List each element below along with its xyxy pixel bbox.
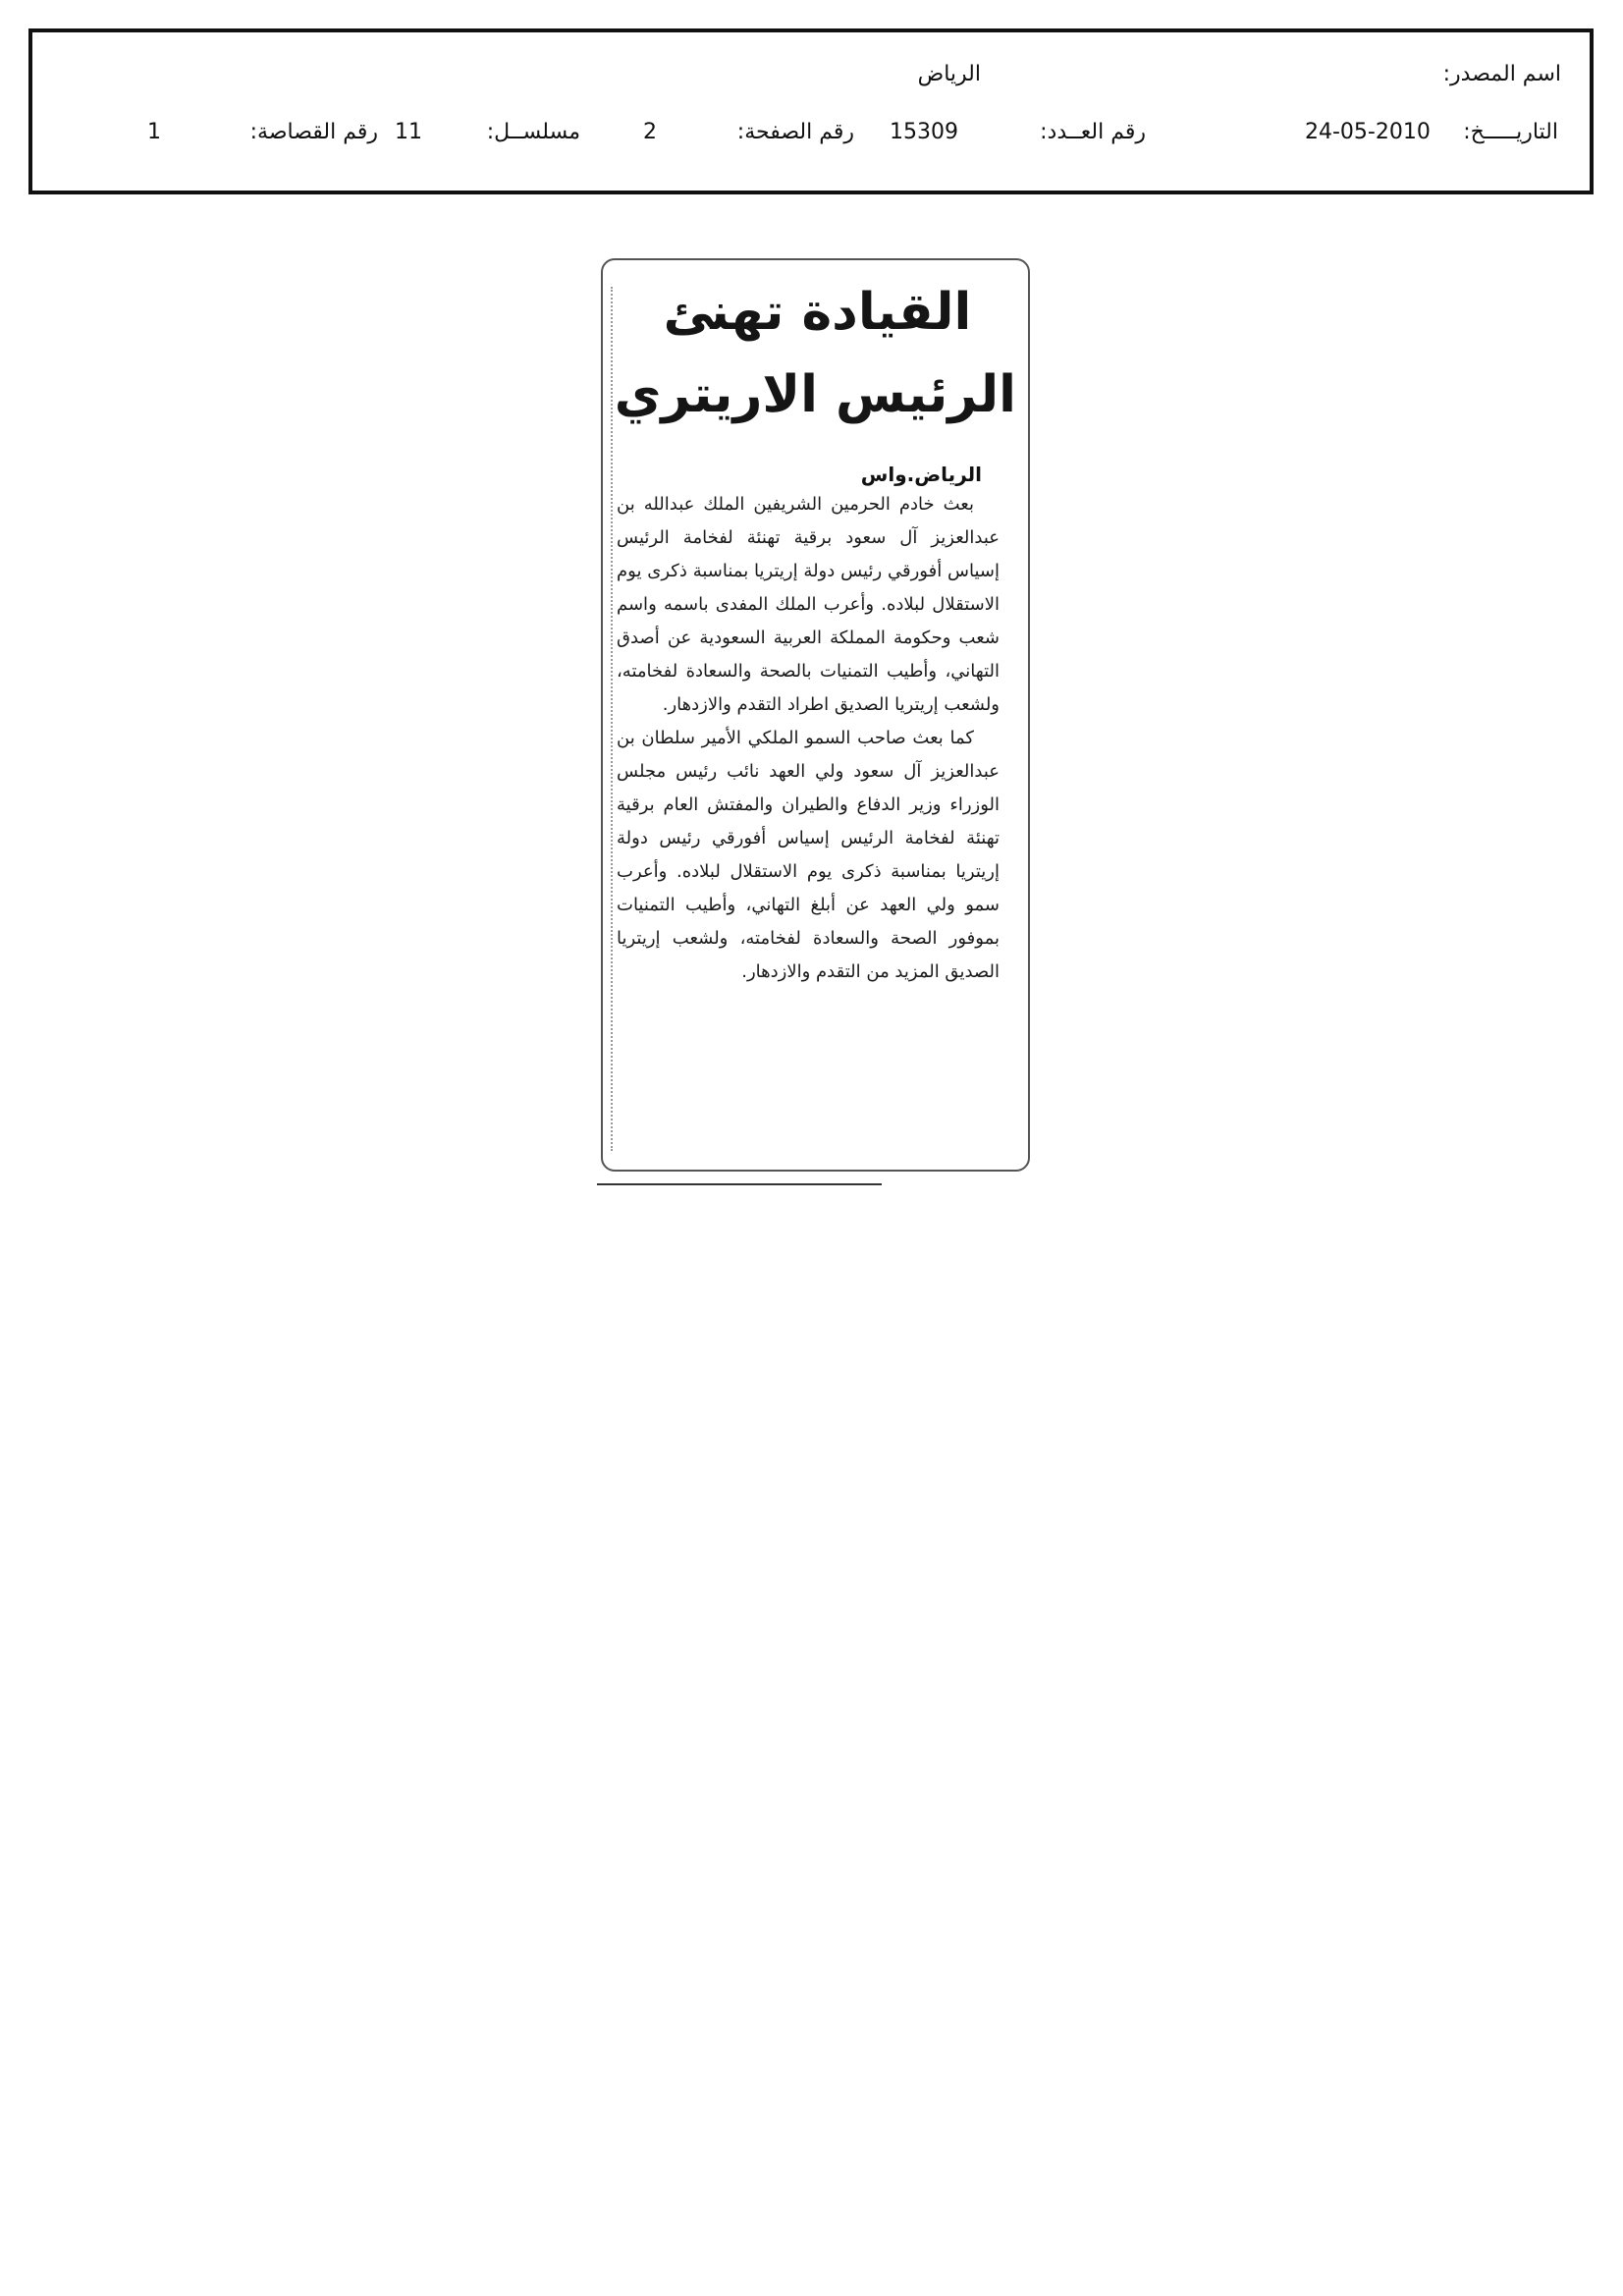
serial-value: 11 xyxy=(395,120,422,144)
clip-label: رقم القصاصة: xyxy=(249,120,378,144)
source-label: اسم المصدر: xyxy=(1442,62,1561,86)
page-value: 2 xyxy=(643,120,657,144)
article-headline-line1: القيادة تهنئ xyxy=(663,283,972,342)
article-paragraph-2: كما بعث صاحب السمو الملكي الأمير سلطان بن عبدالعزيز آل سعود ولي العهد نائب رئيس مجلس الوزراء وزير الدفاع والطيران والمفتش العام برقية تهنئة لفخامة الرئيس إسياس أفورقي رئيس دولة إريتريا بمناسبة ذكرى يوم الاستقلال لبلاده. وأعرب سمو ولي العهد عن أبلغ التهاني، وأطيب التمنيات بموفور الصحة والسعادة لفخامته، ولشعب إريتريا الصديق المزيد من التقدم والازدهار. xyxy=(617,728,1000,982)
article-headline-line2: الرئيس الاريتري xyxy=(614,365,1016,424)
source-value: الرياض xyxy=(917,62,981,86)
serial-label: مسلســل: xyxy=(486,120,580,144)
clipping-bottom-rule xyxy=(597,1183,882,1185)
article-paragraph-1: بعث خادم الحرمين الشريفين الملك عبدالله بن عبدالعزيز آل سعود برقية تهنئة لفخامة الرئيس إسياس أفورقي رئيس دولة إريتريا بمناسبة ذكرى يوم الاستقلال لبلاده. وأعرب الملك المفدى باسمه واسم شعب وحكومة المملكة العربية السعودية عن أصدق التهاني، وأطيب التمنيات بالصحة والسعادة لفخامته، ولشعب إريتريا الصديق اطراد التقدم والازدهار. xyxy=(617,494,1000,715)
clip-value: 1 xyxy=(147,120,161,144)
issue-label: رقم العــدد: xyxy=(1040,120,1146,144)
date-label: التاريـــــخ: xyxy=(1463,120,1558,144)
date-value: 24-05-2010 xyxy=(1305,120,1431,144)
issue-value: 15309 xyxy=(890,120,958,144)
document-header-box xyxy=(28,28,1594,194)
article-body xyxy=(617,488,1000,989)
page-label: رقم الصفحة: xyxy=(736,120,854,144)
article-dateline: الرياض.واس xyxy=(860,463,982,486)
